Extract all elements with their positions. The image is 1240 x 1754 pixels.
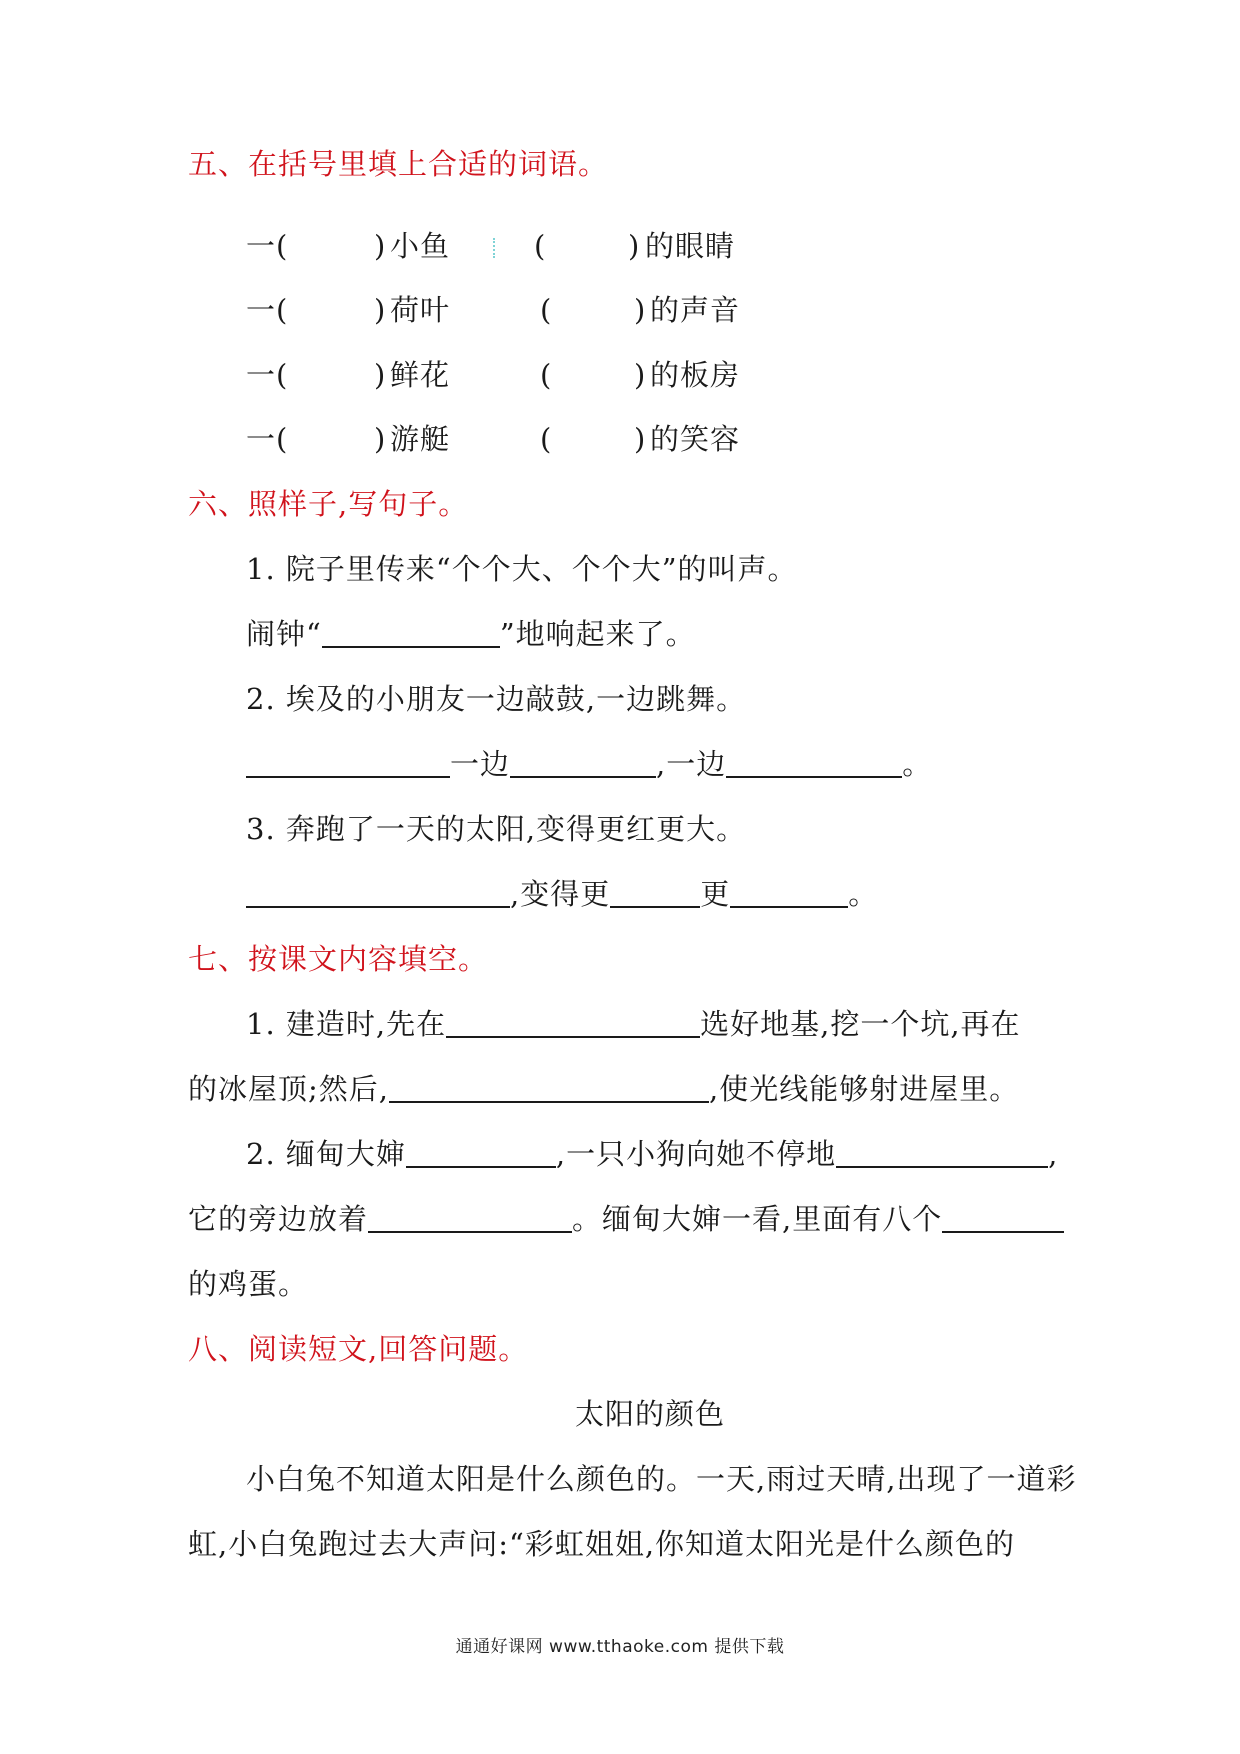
- left-word: 游艇: [390, 422, 451, 456]
- s7-q2-text-c: ,: [1048, 1137, 1059, 1171]
- left-open-paren: 一(: [246, 358, 289, 392]
- s7-q2-blank-1[interactable]: [406, 1136, 556, 1168]
- passage-line-1: 小白兔不知道太阳是什么颜色的。一天,雨过天晴,出现了一道彩: [246, 1462, 1077, 1496]
- right-open-paren: (: [540, 358, 553, 392]
- right-open-paren: (: [534, 229, 547, 263]
- q2-blank-1[interactable]: [246, 746, 450, 778]
- s7-q2-line-1: [246, 1134, 1058, 1174]
- q2-blank-2[interactable]: [510, 746, 656, 778]
- left-open-paren: 一(: [246, 422, 289, 456]
- s7-q1-blank-1[interactable]: [446, 1006, 700, 1038]
- q3-blank-2[interactable]: [610, 876, 700, 908]
- s7-q2-text-d: 它的旁边放着: [188, 1202, 369, 1236]
- s7-q2-text-a: 2. 缅甸大婶: [246, 1137, 406, 1171]
- left-word: 荷叶: [390, 293, 451, 327]
- left-word: 鲜花: [390, 358, 451, 392]
- right-close-paren: ): [634, 358, 647, 392]
- s7-q2-line-3: 的鸡蛋。: [188, 1267, 309, 1301]
- s7-q1-text-c: 的冰屋顶;然后,: [188, 1072, 389, 1106]
- right-word: 的板房: [650, 358, 741, 392]
- s7-q2-blank-3[interactable]: [368, 1201, 572, 1233]
- right-word: 的眼睛: [645, 229, 736, 263]
- passage-line-2: 虹,小白兔跑过去大声问:“彩虹姐姐,你知道太阳光是什么颜色的: [188, 1527, 1016, 1561]
- right-open-paren: (: [540, 293, 553, 327]
- s7-q1-line-2: [188, 1069, 1019, 1109]
- q1-answer-line: [246, 614, 696, 654]
- left-close-paren: ): [374, 293, 387, 327]
- q3-text-a: ,变得更: [510, 877, 611, 911]
- s7-q1-line-1: [246, 1004, 1021, 1044]
- passage-title: 太阳的颜色: [575, 1397, 726, 1431]
- q3-example: 3. 奔跑了一天的太阳,变得更红更大。: [246, 812, 747, 846]
- q1-suffix: ”地响起来了。: [499, 617, 696, 651]
- left-close-paren: ): [374, 422, 387, 456]
- section-7-title: 七、按课文内容填空。: [188, 942, 489, 976]
- section-8-title: 八、阅读短文,回答问题。: [188, 1332, 529, 1366]
- s7-q2-text-e: 。缅甸大婶一看,里面有八个: [572, 1202, 943, 1236]
- right-open-paren: (: [540, 422, 553, 456]
- section-6-title: 六、照样子,写句子。: [188, 487, 469, 521]
- q2-blank-3[interactable]: [726, 746, 902, 778]
- s7-q2-blank-4[interactable]: [942, 1201, 1064, 1233]
- left-close-paren: ): [374, 358, 387, 392]
- q1-prefix: 闹钟“: [246, 617, 322, 651]
- q3-answer-line: [246, 874, 878, 914]
- q2-text-c: 。: [902, 747, 933, 781]
- q3-text-c: 。: [848, 877, 879, 911]
- left-close-paren: ): [374, 229, 387, 263]
- q2-answer-line: [246, 744, 932, 784]
- right-close-paren: ): [628, 229, 641, 263]
- q3-text-b: 更: [700, 877, 731, 911]
- right-close-paren: ): [634, 293, 647, 327]
- section-5-title: 五、在括号里填上合适的词语。: [188, 147, 609, 181]
- s7-q2-line-2: [188, 1199, 1064, 1239]
- q2-example: 2. 埃及的小朋友一边敲鼓,一边跳舞。: [246, 682, 747, 716]
- s7-q2-text-b: ,一只小狗向她不停地: [555, 1137, 837, 1171]
- left-open-paren: 一(: [246, 293, 289, 327]
- q3-blank-3[interactable]: [730, 876, 848, 908]
- s7-q1-blank-2[interactable]: [389, 1071, 709, 1103]
- s7-q1-text-a: 1. 建造时,先在: [246, 1007, 447, 1041]
- s7-q2-blank-2[interactable]: [836, 1136, 1048, 1168]
- right-word: 的笑容: [650, 422, 741, 456]
- left-word: 小鱼: [390, 229, 451, 263]
- q1-blank[interactable]: [322, 616, 500, 648]
- q2-text-a: 一边: [450, 747, 511, 781]
- right-word: 的声音: [650, 293, 741, 327]
- left-open-paren: 一(: [246, 229, 289, 263]
- dotted-separator: [493, 238, 495, 258]
- s7-q1-text-b: 选好地基,挖一个坑,再在: [700, 1007, 1021, 1041]
- right-close-paren: ): [634, 422, 647, 456]
- footer-credit: 通通好课网 www.tthaoke.com 提供下载: [455, 1637, 785, 1657]
- q3-blank-1[interactable]: [246, 876, 510, 908]
- q1-example: 1. 院子里传来“个个大、个个大”的叫声。: [246, 552, 798, 586]
- s7-q1-text-d: ,使光线能够射进屋里。: [709, 1072, 1020, 1106]
- q2-text-b: ,一边: [656, 747, 727, 781]
